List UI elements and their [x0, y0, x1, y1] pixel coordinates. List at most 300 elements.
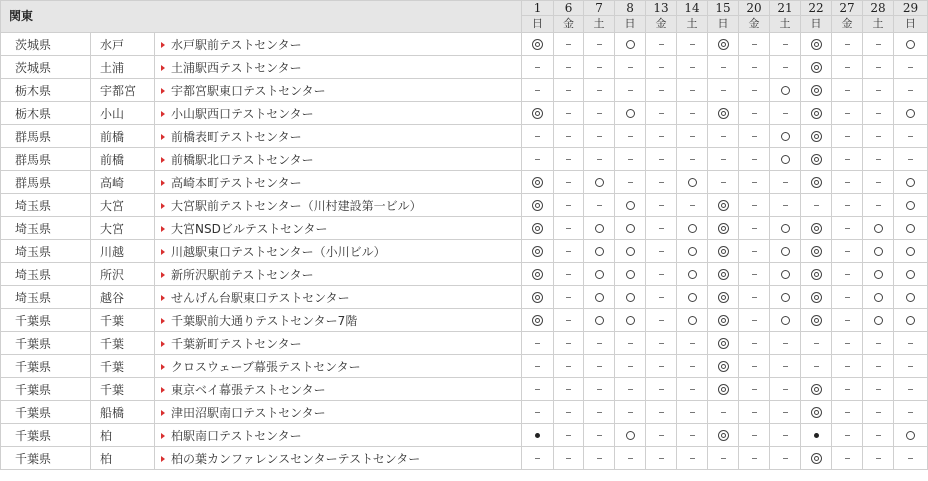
table-row	[1, 401, 928, 424]
dash-mark	[752, 412, 757, 413]
dash-mark	[566, 136, 571, 137]
slot-cell[interactable]	[863, 240, 894, 263]
slot-cell	[739, 355, 770, 378]
slot-cell[interactable]	[801, 309, 832, 332]
city-cell: 越谷	[91, 286, 155, 309]
slot-cell	[615, 378, 646, 401]
slot-cell	[863, 355, 894, 378]
slot-cell[interactable]	[863, 217, 894, 240]
slot-cell	[677, 125, 708, 148]
venue-link[interactable]: 新所沢駅前テストセンター	[171, 267, 314, 282]
slot-cell[interactable]	[584, 240, 615, 263]
double-circle-mark-icon	[532, 315, 543, 326]
slot-cell	[615, 79, 646, 102]
slot-cell[interactable]	[894, 240, 928, 263]
slot-cell	[646, 447, 677, 470]
dash-mark	[535, 458, 540, 459]
slot-cell[interactable]	[863, 263, 894, 286]
date-weekday-28: 土	[863, 16, 894, 33]
bullet-triangle-icon	[161, 456, 165, 462]
slot-cell	[677, 424, 708, 447]
dash-mark	[535, 159, 540, 160]
date-weekday-22: 日	[801, 16, 832, 33]
slot-cell	[770, 332, 801, 355]
dash-mark	[908, 389, 913, 390]
slot-cell	[677, 332, 708, 355]
date-weekday-13: 金	[646, 16, 677, 33]
slot-cell	[832, 309, 863, 332]
slot-cell[interactable]	[894, 217, 928, 240]
table-row	[1, 56, 928, 79]
double-circle-mark-icon	[811, 384, 822, 395]
city-cell: 高崎	[91, 171, 155, 194]
slot-cell	[739, 424, 770, 447]
slot-cell[interactable]	[522, 424, 554, 447]
table-row	[1, 148, 928, 171]
slot-cell[interactable]	[708, 309, 739, 332]
dash-mark	[659, 343, 664, 344]
dash-mark	[845, 136, 850, 137]
double-circle-mark-icon	[811, 292, 822, 303]
dash-mark	[659, 205, 664, 206]
slot-cell	[708, 401, 739, 424]
slot-cell[interactable]	[708, 378, 739, 401]
dash-mark	[690, 113, 695, 114]
double-circle-mark-icon	[718, 430, 729, 441]
slot-cell[interactable]	[522, 309, 554, 332]
slot-cell	[584, 401, 615, 424]
dash-mark	[690, 366, 695, 367]
bullet-triangle-icon	[161, 318, 165, 324]
prefecture-cell: 茨城県	[1, 33, 91, 56]
slot-cell	[770, 401, 801, 424]
date-weekday-7: 土	[584, 16, 615, 33]
circle-mark-icon	[688, 178, 697, 187]
slot-cell	[832, 401, 863, 424]
slot-cell[interactable]	[801, 33, 832, 56]
slot-cell[interactable]	[677, 286, 708, 309]
slot-cell	[832, 332, 863, 355]
slot-cell[interactable]	[615, 309, 646, 332]
slot-cell	[554, 56, 584, 79]
slot-cell[interactable]	[894, 286, 928, 309]
slot-cell	[522, 355, 554, 378]
venue-link[interactable]: 土浦駅西テストセンター	[171, 60, 302, 75]
dash-mark	[566, 320, 571, 321]
circle-mark-icon	[626, 109, 635, 118]
dash-mark	[752, 113, 757, 114]
dash-mark	[845, 274, 850, 275]
dash-mark	[690, 389, 695, 390]
dash-mark	[659, 228, 664, 229]
dash-mark	[597, 205, 602, 206]
slot-cell	[554, 240, 584, 263]
slot-cell[interactable]	[615, 424, 646, 447]
slot-cell[interactable]	[522, 171, 554, 194]
slot-cell	[646, 102, 677, 125]
slot-cell	[677, 401, 708, 424]
bullet-triangle-icon	[161, 180, 165, 186]
dash-mark	[752, 389, 757, 390]
dash-mark	[535, 389, 540, 390]
date-day-29: 29	[894, 1, 928, 16]
slot-cell[interactable]	[801, 286, 832, 309]
slot-cell	[863, 79, 894, 102]
slot-cell	[894, 401, 928, 424]
slot-cell	[554, 355, 584, 378]
slot-cell[interactable]	[801, 263, 832, 286]
double-circle-mark-icon	[718, 108, 729, 119]
venue-link[interactable]: 大宮駅前テストセンター（川村建設第一ビル）	[171, 198, 422, 213]
dash-mark	[783, 113, 788, 114]
venue-link[interactable]: 柏の葉カンファレンスセンターテストセンター	[171, 451, 421, 466]
dash-mark	[566, 67, 571, 68]
dash-mark	[752, 366, 757, 367]
dash-mark	[845, 412, 850, 413]
circle-mark-icon	[688, 316, 697, 325]
circle-mark-icon	[906, 40, 915, 49]
venue-link[interactable]: 大宮NSDビルテストセンター	[171, 221, 328, 236]
slot-cell[interactable]	[801, 424, 832, 447]
slot-cell[interactable]	[801, 102, 832, 125]
slot-cell[interactable]	[801, 148, 832, 171]
city-cell: 千葉	[91, 309, 155, 332]
slot-cell[interactable]	[894, 263, 928, 286]
slot-cell[interactable]	[801, 240, 832, 263]
dash-mark	[845, 67, 850, 68]
date-day-6: 6	[554, 1, 584, 16]
slot-cell[interactable]	[615, 263, 646, 286]
slot-cell[interactable]	[708, 102, 739, 125]
venue-link[interactable]: 高崎本町テストセンター	[171, 175, 302, 190]
dash-mark	[535, 366, 540, 367]
dash-mark	[845, 228, 850, 229]
dash-mark	[876, 458, 881, 459]
slot-cell	[739, 263, 770, 286]
dash-mark	[845, 182, 850, 183]
venue-link[interactable]: 水戸駅前テストセンター	[171, 37, 302, 52]
slot-cell	[801, 355, 832, 378]
slot-cell[interactable]	[863, 309, 894, 332]
slot-cell	[646, 240, 677, 263]
dash-mark	[566, 113, 571, 114]
venue-link[interactable]: 柏駅南口テストセンター	[171, 428, 302, 443]
city-cell: 水戸	[91, 33, 155, 56]
dash-mark	[814, 366, 819, 367]
slot-cell[interactable]	[801, 171, 832, 194]
slot-cell[interactable]	[615, 33, 646, 56]
slot-cell	[584, 102, 615, 125]
double-circle-mark-icon	[718, 246, 729, 257]
bullet-triangle-icon	[161, 272, 165, 278]
slot-cell	[863, 171, 894, 194]
slot-cell[interactable]	[615, 217, 646, 240]
dash-mark	[876, 435, 881, 436]
date-weekday-27: 金	[832, 16, 863, 33]
slot-cell	[894, 56, 928, 79]
slot-cell	[832, 378, 863, 401]
slot-cell[interactable]	[770, 148, 801, 171]
slot-cell	[832, 171, 863, 194]
double-circle-mark-icon	[718, 338, 729, 349]
slot-cell[interactable]	[801, 56, 832, 79]
table-row	[1, 309, 928, 332]
double-circle-mark-icon	[718, 361, 729, 372]
slot-cell	[554, 33, 584, 56]
slot-cell[interactable]	[801, 125, 832, 148]
slot-cell	[708, 171, 739, 194]
slot-cell	[646, 79, 677, 102]
dash-mark	[659, 136, 664, 137]
slot-cell[interactable]	[770, 309, 801, 332]
slot-cell[interactable]	[584, 263, 615, 286]
circle-mark-icon	[595, 293, 604, 302]
venue-link[interactable]: 宇都宮駅東口テストセンター	[171, 83, 326, 98]
city-cell: 土浦	[91, 56, 155, 79]
slot-cell[interactable]	[894, 33, 928, 56]
venue-link[interactable]: 津田沼駅南口テストセンター	[171, 405, 326, 420]
dash-mark	[690, 205, 695, 206]
slot-cell[interactable]	[522, 286, 554, 309]
slot-cell[interactable]	[894, 424, 928, 447]
venue-link[interactable]: 小山駅西口テストセンター	[171, 106, 314, 121]
slot-cell[interactable]	[708, 33, 739, 56]
venue-link[interactable]: クロスウェーブ幕張テストセンター	[171, 359, 361, 374]
city-cell: 船橋	[91, 401, 155, 424]
slot-cell[interactable]	[770, 286, 801, 309]
dash-mark	[783, 435, 788, 436]
slot-cell	[770, 171, 801, 194]
slot-cell[interactable]	[708, 263, 739, 286]
dash-mark	[566, 366, 571, 367]
slot-cell[interactable]	[615, 102, 646, 125]
slot-cell	[554, 102, 584, 125]
slot-cell[interactable]	[894, 171, 928, 194]
slot-cell[interactable]	[801, 447, 832, 470]
slot-cell	[677, 355, 708, 378]
slot-cell	[894, 125, 928, 148]
slot-cell[interactable]	[677, 171, 708, 194]
dash-mark	[628, 343, 633, 344]
circle-mark-icon	[906, 224, 915, 233]
venue-cell	[155, 33, 522, 56]
circle-mark-icon	[595, 224, 604, 233]
slot-cell	[832, 33, 863, 56]
dash-mark	[690, 412, 695, 413]
slot-cell	[522, 378, 554, 401]
double-circle-mark-icon	[811, 39, 822, 50]
dash-mark	[659, 159, 664, 160]
dash-mark	[814, 205, 819, 206]
venue-link[interactable]: 千葉駅前大通りテストセンター7階	[171, 313, 358, 328]
slot-cell[interactable]	[708, 286, 739, 309]
slot-cell[interactable]	[801, 401, 832, 424]
venue-link[interactable]: 前橋駅北口テストセンター	[171, 152, 314, 167]
slot-cell[interactable]	[522, 102, 554, 125]
slot-cell	[863, 401, 894, 424]
venue-cell	[155, 378, 522, 401]
circle-mark-icon	[906, 316, 915, 325]
dash-mark	[752, 274, 757, 275]
venue-link[interactable]: 前橋表町テストセンター	[171, 129, 302, 144]
dash-mark	[721, 159, 726, 160]
slot-cell	[739, 286, 770, 309]
dash-mark	[597, 44, 602, 45]
slot-cell[interactable]	[770, 240, 801, 263]
slot-cell	[615, 447, 646, 470]
dash-mark	[566, 389, 571, 390]
slot-cell[interactable]	[522, 33, 554, 56]
slot-cell[interactable]	[584, 171, 615, 194]
slot-cell[interactable]	[584, 217, 615, 240]
dash-mark	[721, 67, 726, 68]
double-circle-mark-icon	[811, 453, 822, 464]
dash-mark	[659, 274, 664, 275]
dash-mark	[597, 90, 602, 91]
slot-cell[interactable]	[801, 79, 832, 102]
dash-mark	[783, 182, 788, 183]
table-header	[1, 1, 928, 33]
table-row	[1, 447, 928, 470]
slot-cell	[770, 447, 801, 470]
double-circle-mark-icon	[811, 154, 822, 165]
slot-cell	[615, 355, 646, 378]
slot-cell[interactable]	[615, 286, 646, 309]
prefecture-cell: 千葉県	[1, 424, 91, 447]
slot-cell	[522, 447, 554, 470]
slot-cell	[770, 378, 801, 401]
slot-cell[interactable]	[615, 240, 646, 263]
slot-cell[interactable]	[522, 217, 554, 240]
slot-cell	[894, 79, 928, 102]
slot-cell[interactable]	[708, 217, 739, 240]
dash-mark	[876, 159, 881, 160]
slot-cell	[646, 125, 677, 148]
slot-cell	[584, 125, 615, 148]
dash-mark	[690, 136, 695, 137]
date-day-20: 20	[739, 1, 770, 16]
slot-cell[interactable]	[615, 194, 646, 217]
dash-mark	[845, 90, 850, 91]
slot-cell[interactable]	[894, 309, 928, 332]
dash-mark	[597, 343, 602, 344]
slot-cell[interactable]	[801, 378, 832, 401]
venue-link[interactable]: 東京ベイ幕張テストセンター	[171, 382, 326, 397]
slot-cell	[554, 286, 584, 309]
slot-cell[interactable]	[863, 286, 894, 309]
slot-cell	[832, 79, 863, 102]
circle-mark-icon	[906, 431, 915, 440]
slot-cell[interactable]	[584, 286, 615, 309]
slot-cell[interactable]	[770, 125, 801, 148]
venue-link[interactable]: 川越駅東口テストセンター（小川ビル）	[171, 244, 386, 259]
slot-cell[interactable]	[770, 217, 801, 240]
table-row	[1, 286, 928, 309]
slot-cell	[832, 148, 863, 171]
circle-mark-icon	[626, 40, 635, 49]
slot-cell	[522, 79, 554, 102]
dash-mark	[908, 90, 913, 91]
dash-mark	[876, 136, 881, 137]
slot-cell[interactable]	[801, 217, 832, 240]
slot-cell[interactable]	[894, 194, 928, 217]
bullet-triangle-icon	[161, 364, 165, 370]
slot-cell	[832, 125, 863, 148]
slot-cell	[832, 240, 863, 263]
slot-cell	[739, 240, 770, 263]
slot-cell[interactable]	[708, 424, 739, 447]
dash-mark	[597, 366, 602, 367]
slot-cell	[677, 102, 708, 125]
slot-cell[interactable]	[677, 309, 708, 332]
bullet-triangle-icon	[161, 42, 165, 48]
slot-cell[interactable]	[770, 79, 801, 102]
dash-mark	[566, 205, 571, 206]
table-row	[1, 194, 928, 217]
date-day-15: 15	[708, 1, 739, 16]
slot-cell	[863, 148, 894, 171]
bullet-triangle-icon	[161, 88, 165, 94]
slot-cell[interactable]	[770, 263, 801, 286]
dash-mark	[752, 90, 757, 91]
dash-mark	[783, 412, 788, 413]
slot-cell	[677, 194, 708, 217]
slot-cell[interactable]	[584, 309, 615, 332]
venue-cell	[155, 447, 522, 470]
dash-mark	[659, 435, 664, 436]
slot-cell	[708, 79, 739, 102]
dash-mark	[628, 182, 633, 183]
venue-link[interactable]: せんげん台駅東口テストセンター	[171, 290, 350, 305]
slot-cell	[646, 217, 677, 240]
slot-cell[interactable]	[522, 194, 554, 217]
dash-mark	[845, 113, 850, 114]
slot-cell[interactable]	[677, 217, 708, 240]
dash-mark	[535, 412, 540, 413]
prefecture-cell: 千葉県	[1, 332, 91, 355]
slot-cell	[584, 332, 615, 355]
city-cell: 千葉	[91, 332, 155, 355]
dash-mark	[659, 113, 664, 114]
slot-cell[interactable]	[677, 240, 708, 263]
prefecture-cell: 千葉県	[1, 447, 91, 470]
slot-cell[interactable]	[522, 240, 554, 263]
slot-cell	[739, 194, 770, 217]
prefecture-cell: 埼玉県	[1, 194, 91, 217]
slot-cell[interactable]	[894, 102, 928, 125]
dash-mark	[814, 343, 819, 344]
slot-cell[interactable]	[708, 355, 739, 378]
slot-cell[interactable]	[708, 332, 739, 355]
dash-mark	[876, 366, 881, 367]
venue-link[interactable]: 千葉新町テストセンター	[171, 336, 302, 351]
dash-mark	[659, 458, 664, 459]
slot-cell	[863, 424, 894, 447]
circle-mark-icon	[781, 293, 790, 302]
circle-mark-icon	[595, 247, 604, 256]
slot-cell[interactable]	[708, 240, 739, 263]
slot-cell[interactable]	[677, 263, 708, 286]
circle-mark-icon	[595, 270, 604, 279]
bullet-triangle-icon	[161, 410, 165, 416]
dash-mark	[628, 159, 633, 160]
slot-cell	[646, 263, 677, 286]
slot-cell	[863, 332, 894, 355]
date-day-1: 1	[522, 1, 554, 16]
slot-cell[interactable]	[708, 194, 739, 217]
slot-cell	[522, 332, 554, 355]
slot-cell[interactable]	[522, 263, 554, 286]
